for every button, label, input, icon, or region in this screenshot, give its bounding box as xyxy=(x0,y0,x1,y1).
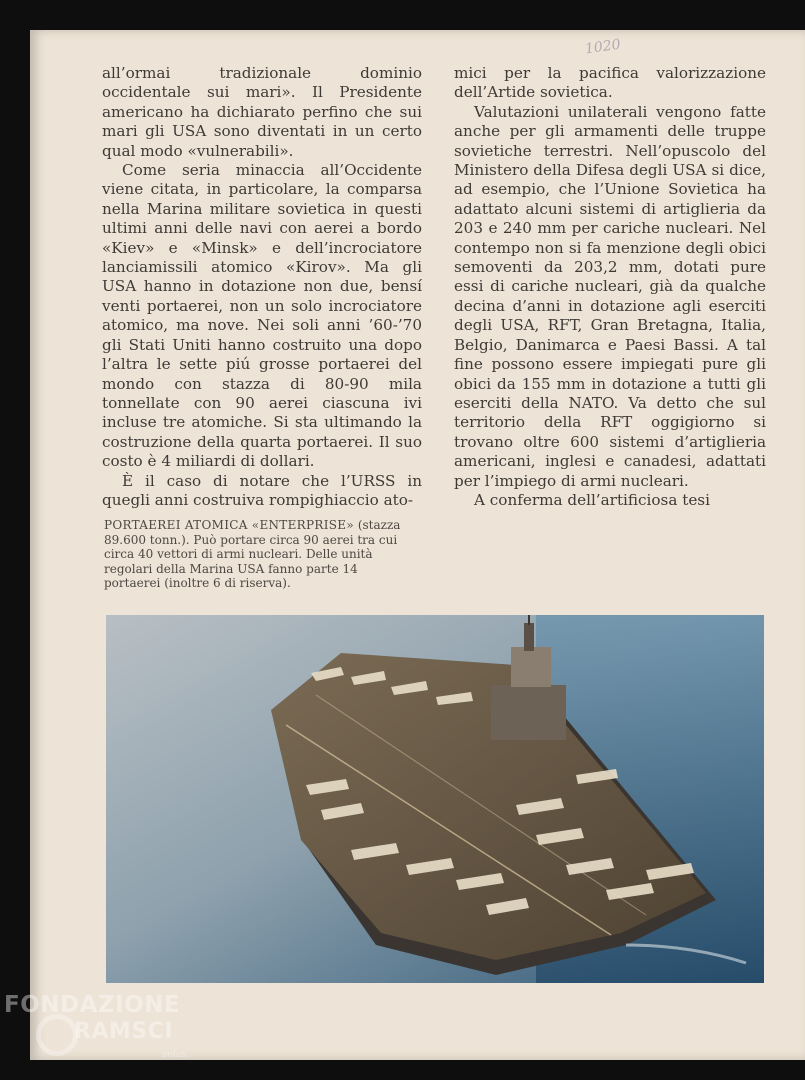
magazine-page xyxy=(30,30,805,1060)
watermark-g-logo-icon xyxy=(36,1014,78,1056)
paragraph: Valutazioni unilaterali vengono fatte anche per gli armamenti delle truppe sovietiche terrestri. Nell’opuscolo del Ministero della Difesa degli USA si dice, ad esempio, che l’Unione Sovietica ha adattato alcuni sistemi di artiglieria da 203 e 240 mm per cariche nucleari. Nel contempo non si fa menzione degli obici semoventi da 203,2 mm, dotati pure essi di cariche nucleari, già da qualche decina d’anni in dotazione agli eserciti degli USA, RFT, Gran Bretagna, Italia, Belgio, Danimarca e Paesi Bassi. A tal fine possono essere impiegati pure gli obici da 155 mm in dotazione a tutti gli eserciti della NATO. Va detto che sul territorio della RFT oggigiorno si trovano oltre 600 sistemi d’artiglieria americani, inglesi e canadesi, adattati per l’impiego di armi nucleari. xyxy=(454,102,766,490)
fondazione-gramsci-watermark xyxy=(4,992,204,1072)
left-text-column xyxy=(102,64,422,510)
paragraph: È il caso di notare che l’URSS in quegli anni costruiva rompighiaccio ato- xyxy=(102,471,422,509)
watermark-line1: FONDAZIONE xyxy=(4,992,181,1018)
paragraph: all’ormai tradizionale dominio occidentale sui mari». Il Presidente americano ha dichiarato perfino che sui mari gli USA sono diventati in un certo qual modo «vulnerabili». xyxy=(102,64,422,160)
paragraph: mici per la pacifica valorizzazione dell’Artide sovietica. xyxy=(454,64,766,102)
handwritten-page-stamp: 1020 xyxy=(584,36,622,58)
right-text-column xyxy=(454,64,766,510)
watermark-line2: RAMSCI xyxy=(74,1019,174,1044)
paragraph: A conferma dell’artificiosa tesi xyxy=(474,490,710,509)
watermark-line3: onlus xyxy=(162,1050,187,1060)
carrier-illustration xyxy=(106,615,764,983)
paragraph: Come seria minaccia all’Occidente viene citata, in particolare, la comparsa nella Marina militare sovietica in questi ultimi anni delle navi con aerei a bordo «Kiev» e «Minsk» e dell’incrociatore lanciamissili atomico «Kirov». Ma gli USA hanno in dotazione non due, bensí venti portaerei, non un solo incrociatore atomico, ma nove. Nei soli anni ’60-’70 gli Stati Uniti hanno costruito una dopo l’altra le sette piú grosse portaerei del mondo con stazza di 80-90 mila tonnellate con 90 aerei ciascuna ivi incluse tre atomiche. Si sta ultimando la costruzione della quarta portaerei. Il suo costo è 4 miliardi di dollari. xyxy=(102,161,422,471)
caption-title: PORTAEREI ATOMICA «ENTERPRISE» xyxy=(104,518,354,532)
caption-body: (stazza 89.600 tonn.). Può portare circa 90 aerei tra cui circa 40 vettori di armi nucleari. Delle unità regolari della Marina USA fanno parte 14 portaerei (inoltre 6 di riserva). xyxy=(104,518,401,591)
island-superstructure xyxy=(491,685,566,740)
aircraft-carrier-photo xyxy=(106,615,764,983)
photo-caption xyxy=(104,518,404,591)
